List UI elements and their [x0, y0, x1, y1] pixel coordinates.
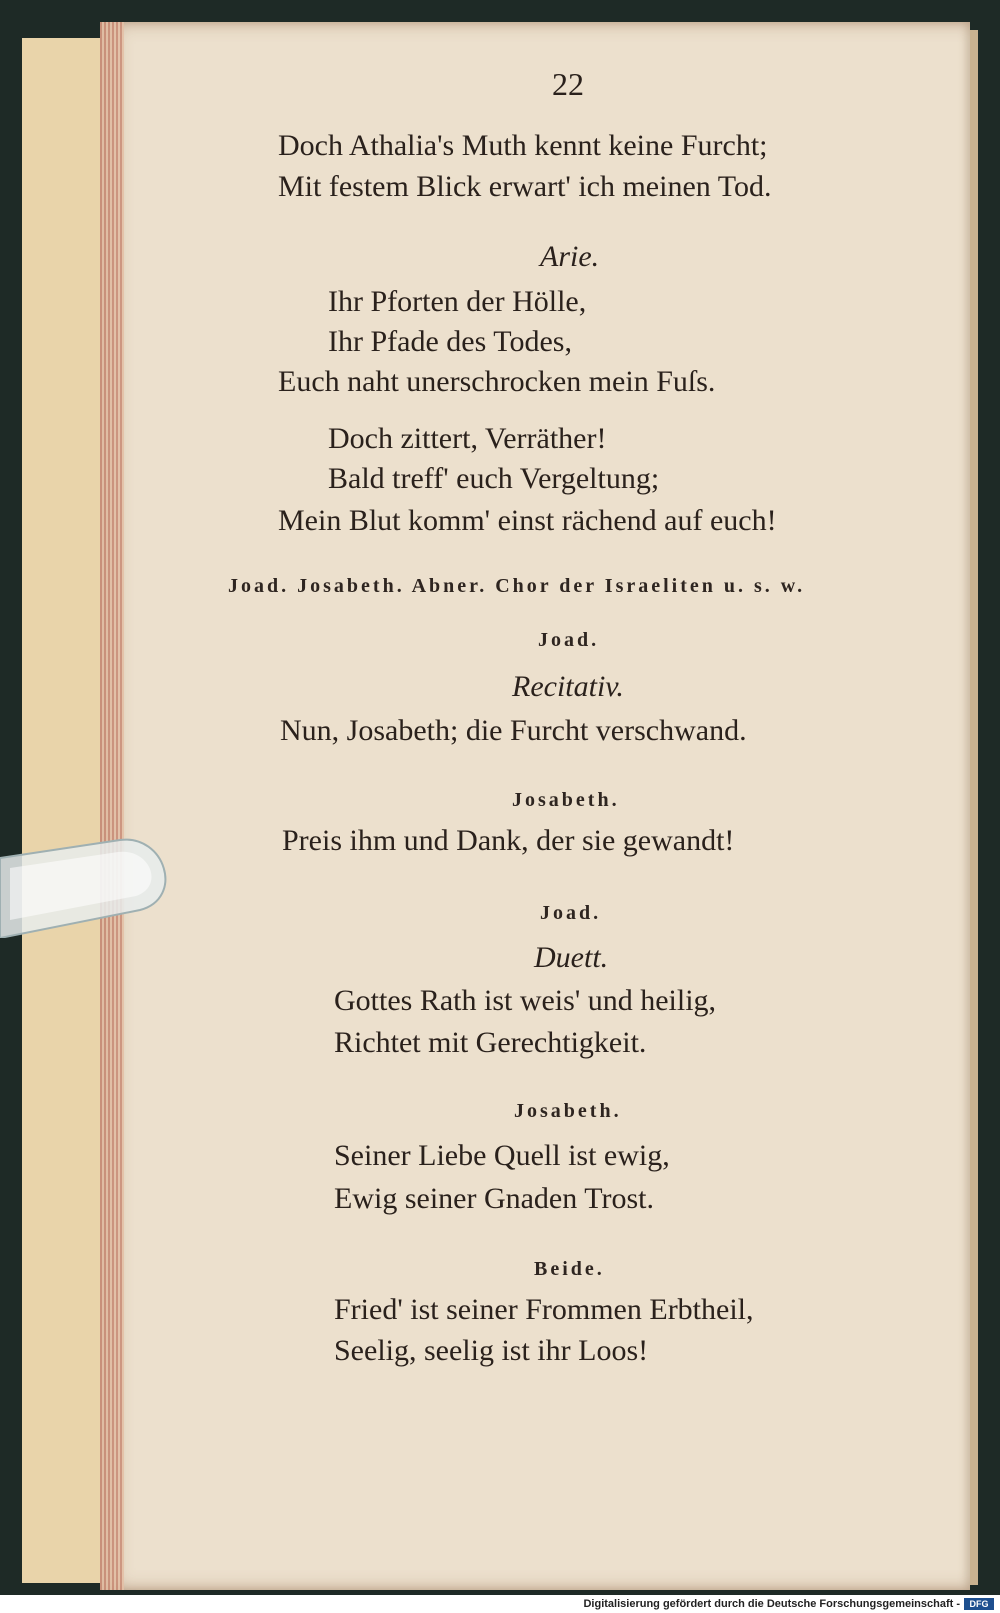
verse-line: Nun, Josabeth; die Furcht verschwand. [280, 714, 747, 747]
verse-line: Seelig, seelig ist ihr Loos! [334, 1334, 649, 1367]
verse-line: Ihr Pforten der Hölle, [328, 285, 587, 318]
section-heading-duett: Duett. [534, 941, 609, 974]
section-heading-recitativ: Recitativ. [512, 670, 624, 703]
verse-line: Mein Blut komm' einst rächend auf euch! [278, 504, 777, 537]
page-clip-holder [0, 838, 180, 938]
speaker-name: Joad. [538, 629, 600, 651]
dfg-logo: DFG [964, 1598, 994, 1610]
verse-line: Ewig seiner Gnaden Trost. [334, 1182, 654, 1215]
verse-line: Bald treff' euch Vergeltung; [328, 462, 660, 495]
verse-line: Doch zittert, Verräther! [328, 422, 607, 455]
verse-line: Mit festem Blick erwart' ich meinen Tod. [278, 170, 772, 203]
verse-line: Fried' ist seiner Frommen Erbtheil, [334, 1293, 754, 1326]
page-number: 22 [552, 66, 584, 102]
section-heading-arie: Arie. [540, 240, 600, 273]
footer-credit: Digitalisierung gefördert durch die Deutsche Forschungsgemeinschaft - [583, 1598, 960, 1610]
verse-line: Richtet mit Gerechtigkeit. [334, 1026, 647, 1059]
footer-bar [0, 1595, 1000, 1613]
verse-line: Doch Athalia's Muth kennt keine Furcht; [278, 129, 768, 162]
speaker-name: Josabeth. [512, 789, 620, 811]
verse-line: Gottes Rath ist weis' und heilig, [334, 984, 717, 1017]
verse-line: Seiner Liebe Quell ist ewig, [334, 1139, 670, 1172]
speaker-name: Joad. [540, 902, 602, 924]
verse-line: Preis ihm und Dank, der sie gewandt! [282, 824, 735, 857]
cast-list: Joad. Josabeth. Abner. Chor der Israeliten u. s. w. [228, 575, 806, 597]
verse-line: Euch naht unerschrocken mein Fuſs. [278, 365, 716, 398]
speaker-name: Beide. [534, 1258, 605, 1280]
speaker-name: Josabeth. [514, 1100, 622, 1122]
verse-line: Ihr Pfade des Todes, [328, 325, 572, 358]
